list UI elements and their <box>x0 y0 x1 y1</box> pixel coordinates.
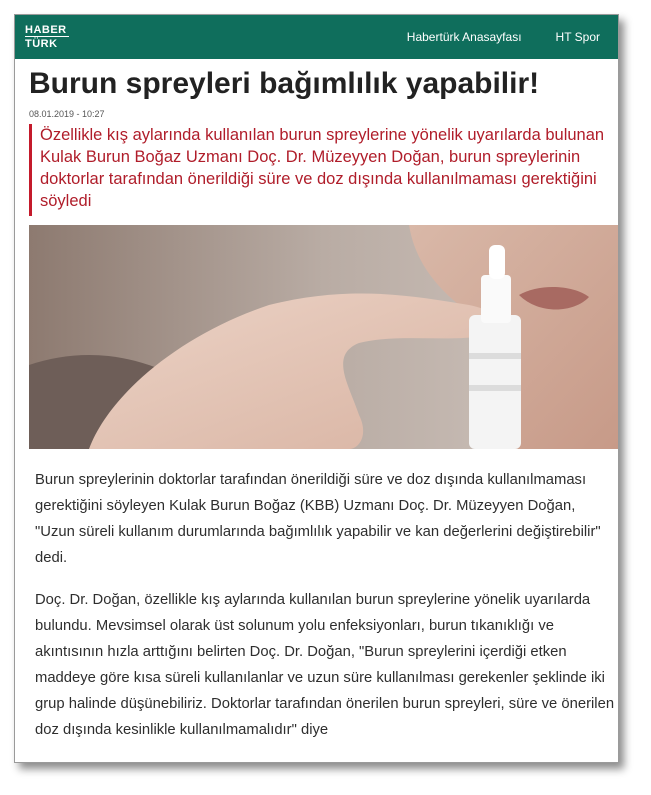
article-paragraph-2: Doç. Dr. Doğan, özellikle kış aylarında kullanılan burun spreylerine yönelik uyarılarda bulundu. Mevsimsel olarak üst solunum yolu enfeksiyonları, burun tıkanıklığı ve akıntısının hızla arttığını belirten Doç. Dr. Doğan, "Burun spreylerini içerdiği etken maddeye göre kısa süreli kullanılanlar ve uzun süre kullanılması gerekenler şeklinde iki grup halinde düşünebiliriz. Doktorlar tarafından önerilen burun spreyleri, süre ve önerilen doz dışında kesinlikle kullanılmamalıdır" diye <box>35 592 615 738</box>
article-date: 08.01.2019 - 10:27 <box>29 109 105 119</box>
article-title: Burun spreyleri bağımlılık yapabilir! <box>29 67 540 100</box>
article-lead: Özellikle kış aylarında kullanılan burun spreylerine yönelik uyarılarda bulunan Kulak Burun Boğaz Uzmanı Doç. Dr. Müzeyyen Doğan, burun spreylerinin doktorlar tarafından önerildiği süre ve doz dışında kullanılmaması gerektiğini söyledi <box>29 124 609 216</box>
page-frame <box>14 14 619 763</box>
article-body <box>35 467 615 759</box>
article-paragraph-1: Burun spreylerinin doktorlar tarafından önerildiği süre ve doz dışında kullanılmaması gerektiğini söyleyen Kulak Burun Boğaz (KBB) Uzmanı Doç. Dr. Müzeyyen Doğan, "Uzun süreli kullanım durumlarında bağımlılık yapabilir ve kan değerlerini değiştirebilir" dedi. <box>35 472 601 566</box>
haberturk-logo[interactable] <box>25 24 75 50</box>
logo-line-2: TÜRK <box>25 36 69 50</box>
logo-line-1: HABER <box>25 24 67 36</box>
nav-link-homepage[interactable]: Habertürk Anasayfası <box>406 30 522 44</box>
header-nav <box>407 15 600 59</box>
top-navigation-bar <box>15 15 618 59</box>
nav-link-ht-spor[interactable]: HT Spor <box>555 30 600 44</box>
nasal-spray-photo <box>29 225 618 449</box>
